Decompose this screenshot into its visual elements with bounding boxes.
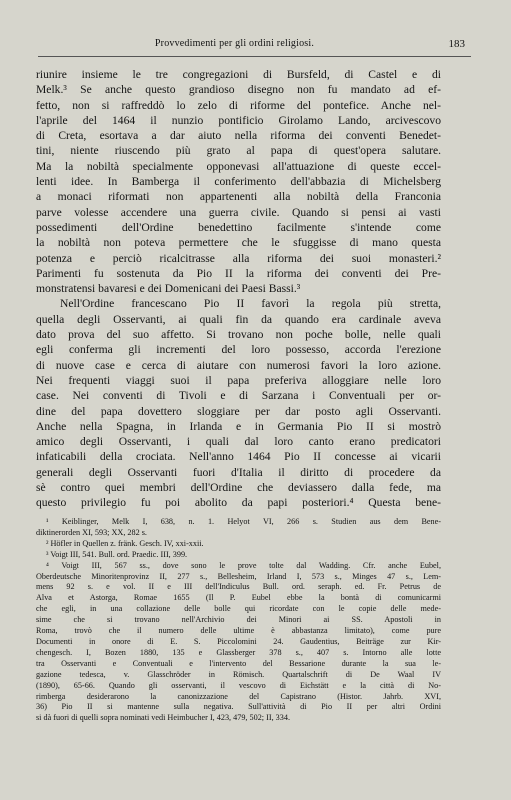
footnote-line: (1890), 65-66. Quando gli osservanti, il vescovo di Eichstätt e la città di No- xyxy=(36,680,441,690)
body-line: Nell'Ordine francescano Pio II favorì la regola più stretta, xyxy=(60,297,441,311)
body-line: generali degli Osservanti fuori d'Italia il diritto di procedere da xyxy=(36,465,441,479)
footnote-line: ¹ Keiblinger, Melk I, 638, n. 1. Helyot VI, 266 s. Studien aus dem Bene- xyxy=(46,517,441,526)
body-line: riunire insieme le tre congregazioni di Bursfeld, di Castel e di xyxy=(36,68,441,81)
body-line: infaticabili della crociata. Nell'anno 1464 Pio II concesse ai vicarii xyxy=(36,450,441,464)
body-line: l'aprile del 1464 il nunzio pontificio Girolamo Lando, arcivescovo xyxy=(36,113,441,127)
body-line: Nei frequenti viaggi suoi il papa preferiva alloggiare nelle loro xyxy=(36,373,441,387)
body-line: Ma la nobiltà specialmente opponevasi all'attuazione di queste eccel- xyxy=(36,159,441,173)
page-number: 183 xyxy=(448,38,465,50)
body-line: parve volesse accendere una guerra civile. Quando si pensi ai vasti xyxy=(36,205,441,219)
footnote-line: mens 92 s. e vol. II e III dell'Indiculus Bull. ord. seraph. ed. Fr. Petrus de xyxy=(36,582,441,592)
body-line: a monaci riformati non appartenenti alla nobiltà della Franconia xyxy=(36,190,441,204)
body-line: monstratensi bavaresi e dei Domenicani dei Paesi Bassi.³ xyxy=(36,282,301,296)
header-rule xyxy=(38,56,471,57)
footnote-line: gazione tedesca, v. Glasschröder in Römisch. Quartalschrift di De Waal IV xyxy=(36,669,441,679)
footnote-line: ³ Voigt III, 541. Bull. ord. Praedic. III, 399. xyxy=(46,549,188,559)
footnote-line: Roma, trovò che il numero delle ultime è abbastanza limitato), come pure xyxy=(36,626,441,636)
body-line: amico degli Osservanti, i quali dal loro canto erano predicatori xyxy=(36,435,441,449)
body-line: fetto, non si raffreddò lo zelo di riforme del pontefice. Anche nel- xyxy=(36,98,441,112)
body-line: quella degli Osservanti, ai quali fin da quando era cardinale aveva xyxy=(36,312,441,326)
footnote-line: Oberdeutsche Minoritenprovinz II, 277 s., Bellesheim, Irland I, 573 s., Minges 47 s., Lem- xyxy=(36,571,441,581)
body-line: sè contro quei membri dell'Ordine che deviassero dalla fede, ma xyxy=(36,481,441,495)
footnote-line: 36) Pio II si mantenne sulla negativa. Sull'attività di Pio II per altri Ordini xyxy=(36,702,441,712)
body-line: egli conferma gli incrementi del loro possesso, accorda l'erezione xyxy=(36,343,441,357)
body-line: di nuove case e cerca di aiutare con numerosi favori la loro azione. xyxy=(36,358,441,372)
body-line: possedimenti dell'Ordine benedettino facilmente s'intende come xyxy=(36,220,441,234)
body-line: case. Nei conventi di Tivoli e di Sarzana i Conventuali per or- xyxy=(36,389,441,403)
body-line: potenza e perciò ricalcitrasse alla riforma dei suoi monasteri.² xyxy=(36,251,441,265)
body-line: Parimenti fu sostenuta da Pio II la riforma dei conventi dei Pre- xyxy=(36,266,441,280)
footnote-line: Documenti in onore di E. S. Piccolomini 24. Gaudentius, Beiträge zur Kir- xyxy=(36,636,441,646)
footnote-line: tra Osservanti e Conventuali e l'intervento del Bessarione durante la sua le- xyxy=(36,658,441,668)
footnote-line: si dà fuori di quelli sopra nominati vedi Heimbucher I, 423, 479, 502; II, 334. xyxy=(36,713,290,723)
body-line: dine del papa dovettero sloggiare per dar posto agli Osservanti. xyxy=(36,404,441,418)
body-text xyxy=(36,67,441,511)
body-line: questo privilegio fu poi abolito da papi posteriori.⁴ Questa bene- xyxy=(36,496,441,510)
footnotes xyxy=(36,517,441,724)
footnote-line: che egli, in una collazione delle bolle qui ricordate con le copie delle mede- xyxy=(36,604,441,614)
footnote-line: diktinerorden XI, 593; XX, 282 s. xyxy=(36,527,147,537)
footnote-line: Alva et Astorga, Romae 1655 (Il P. Eubel ebbe la bontà di comunicarmi xyxy=(36,593,441,603)
footnote-line: ² Höfler in Quellen z. fränk. Gesch. IV, xxi-xxii. xyxy=(46,538,204,548)
running-title: Provvedimenti per gli ordini religiosi. xyxy=(154,38,315,49)
footnote-line: chengesch. I, Bozen 1880, 135 e Glassberger 378 s., 407 s. Intorno alle lotte xyxy=(36,647,441,657)
footnote-line: rimberga desiderarono la canonizzazione del Capistrano (Histor. Jahrb. XVI, xyxy=(36,691,441,701)
body-line: dato prova del suo affetto. Si trovano non poche bolle, nelle quali xyxy=(36,328,441,342)
footnote-line: sime che si trovano nell'Archivio dei Minori ai SS. Apostoli in xyxy=(36,615,441,625)
body-line: tini, niente riuscendo più grato al papa di quest'opera salutare. xyxy=(36,144,441,158)
body-line: lenti idee. In Bamberga il conferimento dell'abbazia di Michelsberg xyxy=(36,175,441,189)
page-header xyxy=(44,38,465,54)
footnote-line: ⁴ Voigt III, 567 ss., dove sono le prove tolte dal Wadding. Cfr. anche Eubel, xyxy=(46,560,441,570)
body-line: di Creta, esortava a dar aiuto nella riforma dei conventi Benedet- xyxy=(36,129,441,143)
body-line: la nobiltà non poteva permettere che le sfuggisse di mano questa xyxy=(36,236,441,250)
body-line: Melk.³ Se anche questo grandioso disegno non fu mandato ad ef- xyxy=(36,83,441,97)
body-line: Anche nella Spagna, in Irlanda e in Germania Pio II si mostrò xyxy=(36,419,441,433)
